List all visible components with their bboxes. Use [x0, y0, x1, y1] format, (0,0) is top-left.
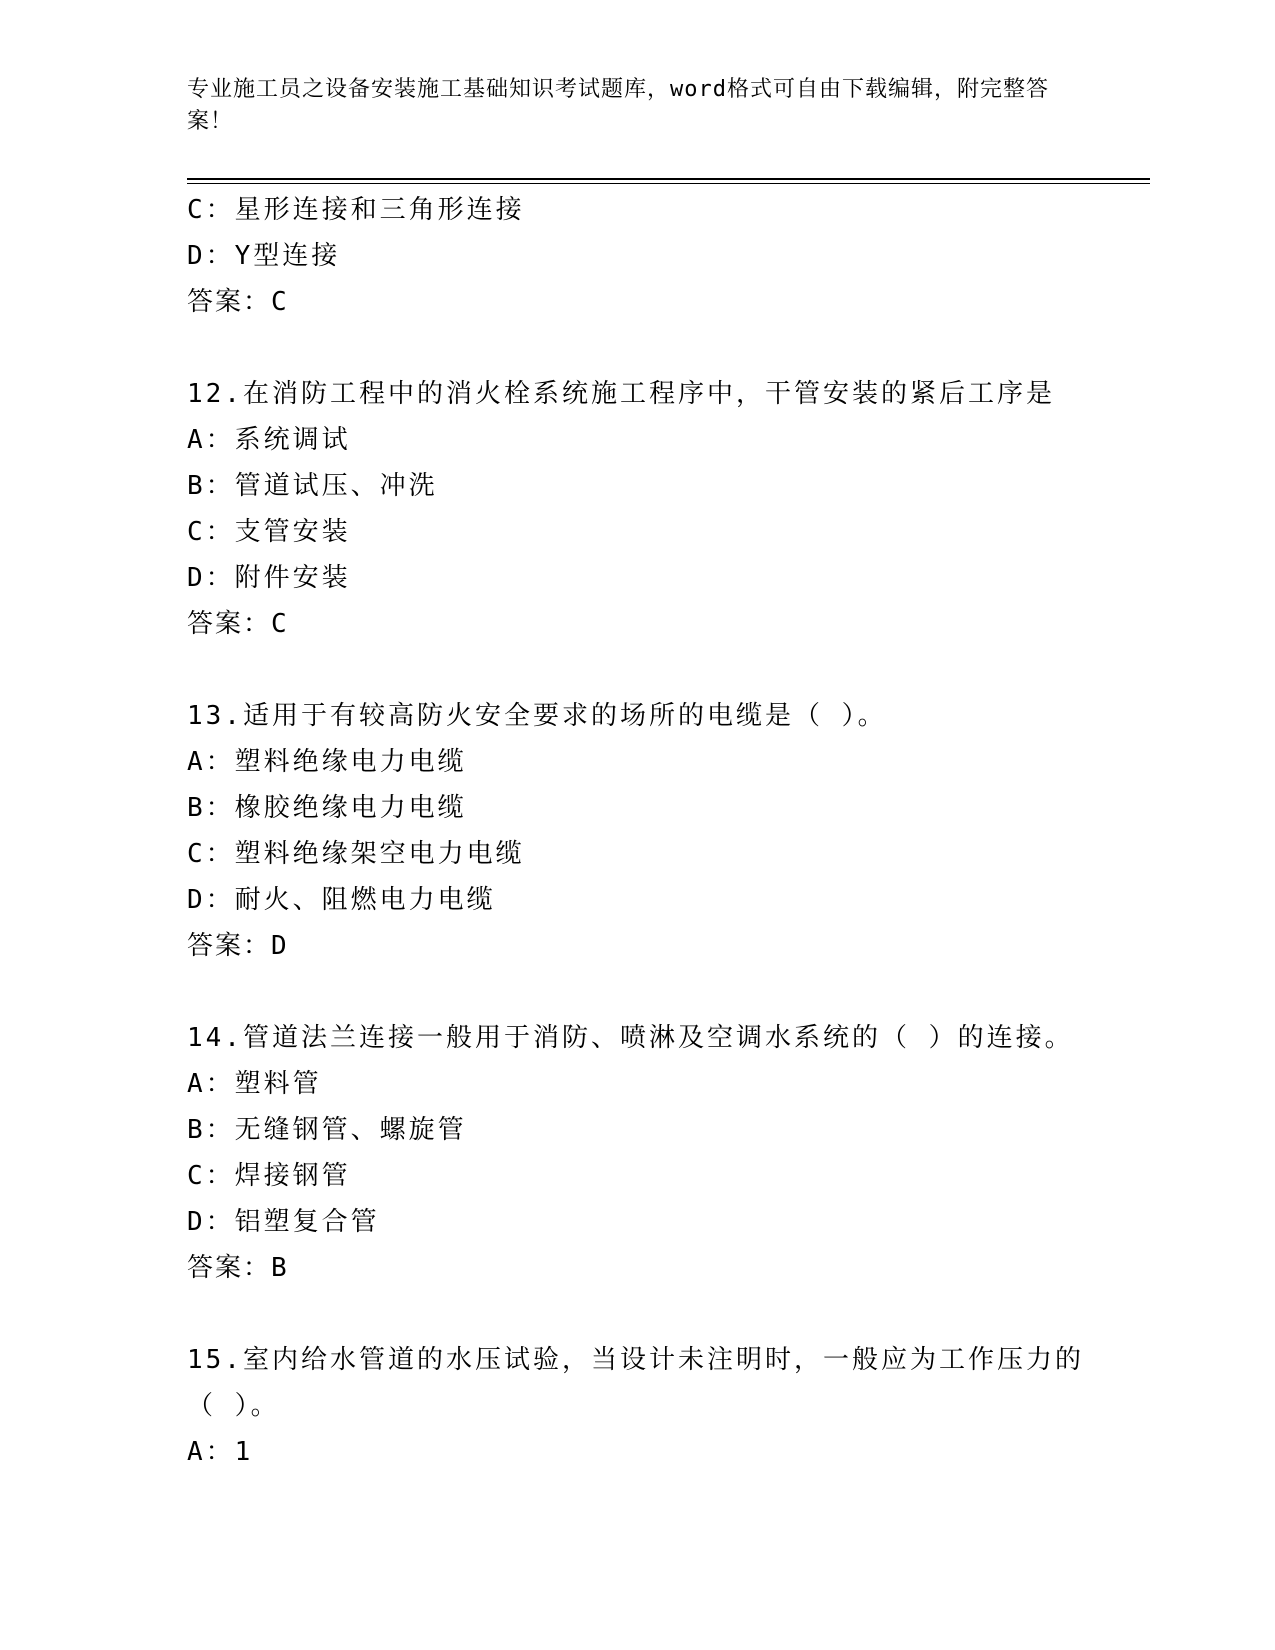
option-b [187, 1107, 1107, 1153]
option-b [187, 785, 1107, 831]
option-d [187, 1199, 1107, 1245]
option-c [187, 187, 1107, 233]
question-block-15 [187, 1337, 1107, 1475]
option-a [187, 417, 1107, 463]
option-text: 塑料绝缘电力电缆 [234, 747, 467, 777]
spacer [187, 647, 1107, 693]
option-text: 星形连接和三角形连接 [234, 195, 525, 225]
question-list [187, 187, 1107, 1475]
option-label: A： [187, 1069, 235, 1099]
question-block-12 [187, 371, 1107, 647]
question-block-partial [187, 187, 1107, 325]
question-block-14 [187, 1015, 1107, 1291]
option-c [187, 1153, 1107, 1199]
option-a [187, 1061, 1107, 1107]
question-stem: 14.管道法兰连接一般用于消防、喷淋及空调水系统的（ ）的连接。 [187, 1023, 1074, 1053]
option-label: B： [187, 1115, 235, 1145]
option-text: 铝塑复合管 [234, 1207, 380, 1237]
option-label: B： [187, 793, 235, 823]
answer: 答案：B [187, 1253, 289, 1283]
option-text: 无缝钢管、螺旋管 [234, 1115, 467, 1145]
option-text: 支管安装 [234, 517, 351, 547]
option-c [187, 509, 1107, 555]
option-text: 耐火、阻燃电力电缆 [234, 885, 496, 915]
header-text: 专业施工员之设备安装施工基础知识考试题库，word格式可自由下载编辑，附完整答案！ [187, 77, 1049, 134]
option-text: 管道试压、冲洗 [234, 471, 438, 501]
spacer [187, 1291, 1107, 1337]
answer: 答案：D [187, 931, 289, 961]
question-stem: 12.在消防工程中的消火栓系统施工程序中，干管安装的紧后工序是 [187, 379, 1055, 409]
header-divider-thick [187, 178, 1150, 180]
answer: 答案：C [187, 609, 289, 639]
option-label: D： [187, 563, 235, 593]
option-text: 附件安装 [234, 563, 351, 593]
option-text: 1 [234, 1437, 254, 1467]
option-label: A： [187, 747, 235, 777]
option-label: C： [187, 517, 235, 547]
option-label: D： [187, 241, 235, 271]
spacer [187, 969, 1107, 1015]
option-label: D： [187, 885, 235, 915]
option-d [187, 233, 1107, 279]
option-text: 塑料管 [234, 1069, 322, 1099]
option-a [187, 739, 1107, 785]
answer: 答案：C [187, 287, 289, 317]
question-stem: 13.适用于有较高防火安全要求的场所的电缆是（ ）。 [187, 701, 887, 731]
header-divider-thin [187, 183, 1150, 184]
option-text: 焊接钢管 [234, 1161, 351, 1191]
option-d [187, 877, 1107, 923]
option-label: D： [187, 1207, 235, 1237]
option-label: A： [187, 1437, 235, 1467]
spacer [187, 325, 1107, 371]
option-text: 塑料绝缘架空电力电缆 [234, 839, 525, 869]
option-text: 系统调试 [234, 425, 351, 455]
option-text: Y型连接 [234, 241, 341, 271]
option-c [187, 831, 1107, 877]
document-header [187, 74, 1067, 138]
option-label: C： [187, 839, 235, 869]
option-label: C： [187, 1161, 235, 1191]
option-d [187, 555, 1107, 601]
option-a [187, 1429, 1107, 1475]
option-label: B： [187, 471, 235, 501]
option-b [187, 463, 1107, 509]
option-label: C： [187, 195, 235, 225]
option-text: 橡胶绝缘电力电缆 [234, 793, 467, 823]
question-stem: 15.室内给水管道的水压试验，当设计未注明时，一般应为工作压力的（ ）。 [187, 1345, 1084, 1421]
question-block-13 [187, 693, 1107, 969]
option-label: A： [187, 425, 235, 455]
